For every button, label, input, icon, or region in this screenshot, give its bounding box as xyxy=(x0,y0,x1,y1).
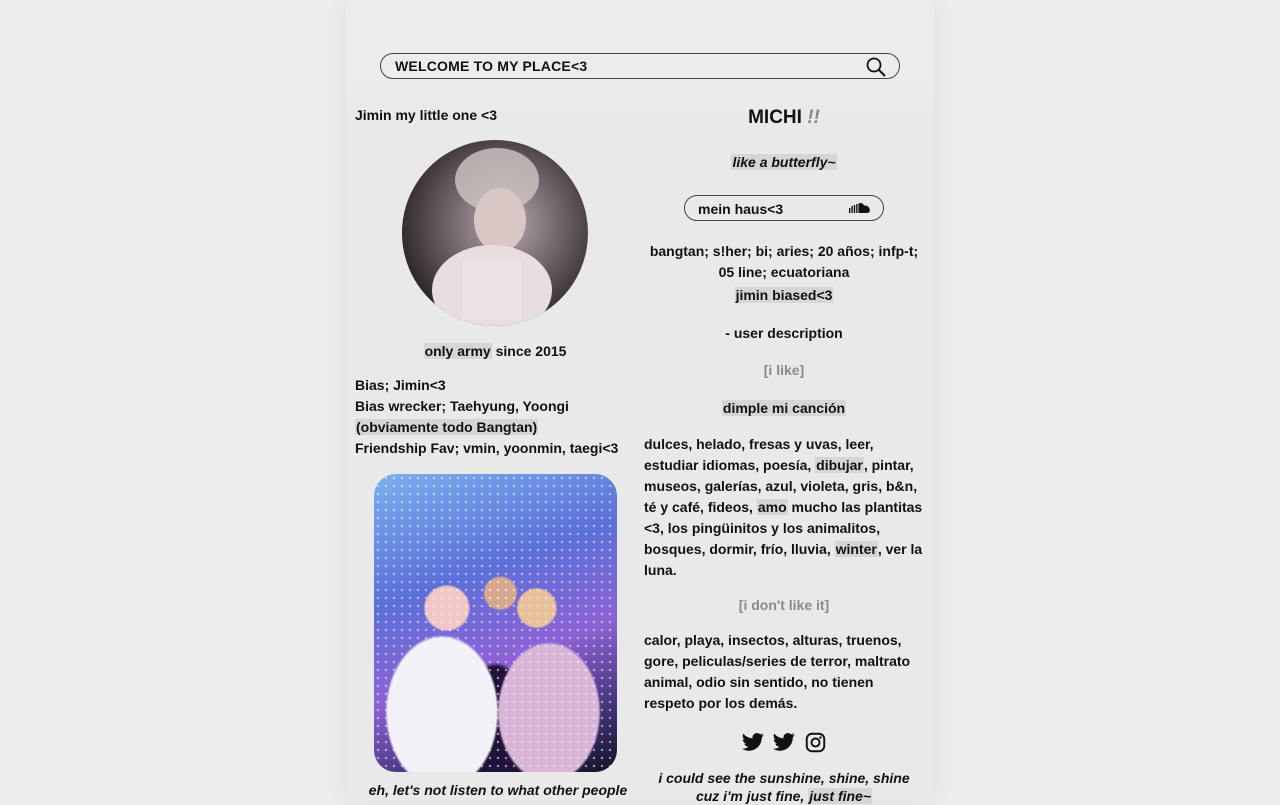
mein-haus-label: mein haus<3 xyxy=(698,201,784,217)
avatar xyxy=(402,140,588,326)
twitter-icon[interactable] xyxy=(742,732,764,752)
about-line-2: 05 line; ecuatoriana xyxy=(718,264,850,280)
mein-haus-button[interactable] xyxy=(684,195,884,221)
bias-block xyxy=(355,375,635,459)
dislikes-list: calor, playa, insectos, alturas, truenos, gore, peliculas/series de terror, maltrato animal, odio sin sentido, no tienen respeto por los demás. xyxy=(644,632,911,711)
i-dont-like-heading: [i don't like it] xyxy=(738,597,830,613)
tagline-text: like a butterfly~ xyxy=(732,154,836,170)
bias-line: Bias; Jimin<3 xyxy=(355,377,446,393)
friendship-line: Friendship Fav; vmin, yoonmin, taegi<3 xyxy=(355,440,619,456)
i-like-heading: [i like] xyxy=(763,362,805,378)
soundcloud-icon[interactable] xyxy=(849,202,871,214)
likes-part-1: dulces, helado, fresas y uvas, leer, estudiar idiomas, poesía, xyxy=(644,436,874,473)
welcome-search-bar[interactable] xyxy=(380,53,900,79)
instagram-icon[interactable] xyxy=(805,732,826,753)
welcome-title: WELCOME TO MY PLACE<3 xyxy=(395,58,588,74)
likes-part-3: mucho las plantitas <3, los pingüinitos y los animalitos, bosques, dormir, frío, lluvia, xyxy=(644,499,923,557)
about-line-3: jimin biased<3 xyxy=(735,287,833,303)
about-line-1: bangtan; s!her; bi; aries; 20 años; infp-t; xyxy=(649,243,919,259)
song-title xyxy=(640,398,928,419)
obviamente-line: (obviamente todo Bangtan) xyxy=(356,419,538,435)
only-army-text xyxy=(355,341,635,362)
right-quote-line-2: cuz i'm just fine, xyxy=(695,788,809,804)
likes-part-2: , pintar, museos, galerías, azul, violeta, gris, b&n, té y café, fideos, xyxy=(644,457,918,515)
profile-name-suffix: !! xyxy=(807,107,820,128)
likes-list xyxy=(644,434,924,581)
user-description: - user description xyxy=(725,325,843,341)
likes-highlight-amo: amo xyxy=(757,499,787,515)
about-block xyxy=(640,241,928,306)
right-quote-highlight: just fine~ xyxy=(809,788,872,804)
left-quote: eh, let's not listen to what other people xyxy=(368,782,628,798)
header-area xyxy=(346,0,934,118)
song-title-text: dimple mi canción xyxy=(722,400,846,416)
only-army-highlight: only army xyxy=(424,343,491,359)
twitter-icon[interactable] xyxy=(773,732,795,752)
social-links xyxy=(742,732,832,756)
bias-wrecker-line: Bias wrecker; Taehyung, Yoongi xyxy=(355,398,569,414)
concert-lights xyxy=(374,474,617,772)
likes-highlight-dibujar: dibujar xyxy=(816,457,863,473)
profile-name xyxy=(640,107,928,129)
likes-part-4: , ver la luna. xyxy=(644,541,923,578)
profile-name-text: MICHI xyxy=(748,107,802,128)
concert-photo xyxy=(374,474,617,772)
avatar-photo xyxy=(402,140,588,326)
only-army-since: since 2015 xyxy=(491,343,567,359)
tagline xyxy=(640,152,928,173)
search-icon[interactable] xyxy=(865,57,887,77)
right-quote-line-1: i could see the sunshine, shine, shine xyxy=(658,770,910,786)
likes-highlight-winter: winter xyxy=(835,541,877,557)
left-title: Jimin my little one <3 xyxy=(355,107,497,123)
